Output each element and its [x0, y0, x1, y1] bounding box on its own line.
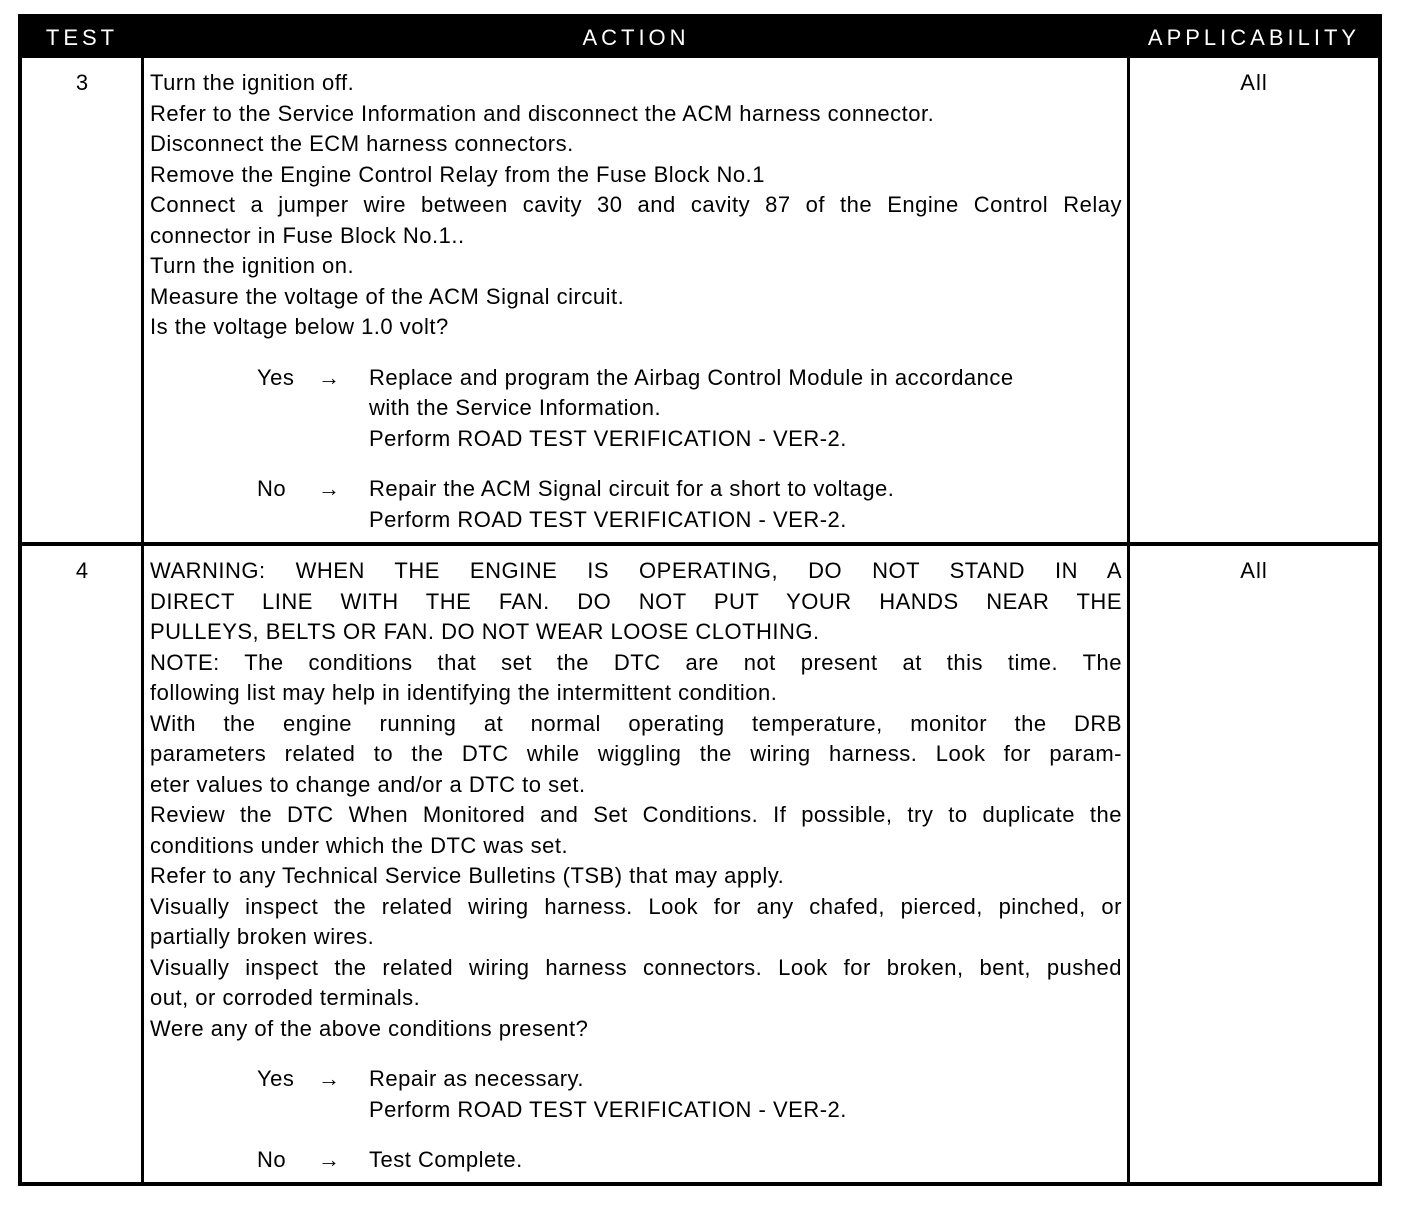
no-response	[150, 1145, 1122, 1176]
response-line: Test Complete.	[369, 1147, 523, 1172]
yes-label: Yes	[257, 364, 295, 390]
response-line: Repair as necessary.	[369, 1066, 585, 1091]
action-line: connector in Fuse Block No.1..	[150, 222, 465, 248]
action-line: With the engine running at normal operating temperature, monitor the DRB	[150, 710, 1122, 736]
no-label: No	[257, 476, 287, 501]
yes-response	[150, 1064, 1122, 1095]
arrow-icon: →	[318, 476, 341, 501]
action-line: parameters related to the DTC while wiggling the wiring harness. Look for param-	[150, 741, 1122, 766]
no-response	[150, 474, 1122, 505]
action-line: Measure the voltage of the ACM Signal circuit.	[150, 283, 625, 309]
arrow-icon: →	[318, 1066, 341, 1091]
action-line: Connect a jumper wire between cavity 30 and cavity 87 of the Engine Control Relay	[150, 192, 1122, 217]
row-divider	[22, 542, 1378, 546]
action-cell	[150, 556, 1122, 1176]
action-line: partially broken wires.	[150, 924, 375, 949]
applicability-value: All	[1240, 558, 1268, 583]
test-number: 4	[75, 558, 89, 583]
action-line: DIRECT LINE WITH THE FAN. DO NOT PUT YOUR HANDS NEAR THE	[150, 588, 1122, 614]
response-line: Perform ROAD TEST VERIFICATION - VER-2.	[369, 506, 847, 532]
arrow-icon: →	[318, 1147, 341, 1172]
table-header	[22, 18, 1378, 58]
yes-response	[150, 363, 1122, 394]
yes-label: Yes	[257, 1066, 295, 1091]
response-line: Perform ROAD TEST VERIFICATION - VER-2.	[369, 425, 847, 451]
response-line: Perform ROAD TEST VERIFICATION - VER-2.	[369, 1096, 847, 1122]
action-line: following list may help in identifying the intermittent condition.	[150, 680, 778, 705]
diagnostic-table	[18, 14, 1382, 1186]
action-line: NOTE: The conditions that set the DTC are not present at this time. The	[150, 649, 1122, 675]
divider-test-action	[141, 58, 144, 1182]
action-line: Visually inspect the related wiring harness. Look for any chafed, pierced, pinched, or	[150, 893, 1122, 919]
action-cell	[150, 68, 1122, 535]
action-line: Is the voltage below 1.0 volt?	[150, 314, 449, 339]
action-line: Remove the Engine Control Relay from the Fuse Block No.1	[150, 161, 765, 187]
action-line: Visually inspect the related wiring harness connectors. Look for broken, bent, pushed	[150, 954, 1122, 980]
action-line: eter values to change and/or a DTC to set.	[150, 771, 586, 797]
action-line: Review the DTC When Monitored and Set Conditions. If possible, try to duplicate the	[150, 802, 1122, 827]
action-line: PULLEYS, BELTS OR FAN. DO NOT WEAR LOOSE CLOTHING.	[150, 619, 820, 644]
action-line: conditions under which the DTC was set.	[150, 832, 569, 858]
response-line: Repair the ACM Signal circuit for a short to voltage.	[369, 476, 895, 501]
arrow-icon: →	[318, 364, 341, 390]
test-number: 3	[75, 70, 89, 95]
action-line: Turn the ignition off.	[150, 70, 355, 95]
action-line: Turn the ignition on.	[150, 253, 355, 278]
response-line: with the Service Information.	[369, 395, 662, 420]
action-line: WARNING: WHEN THE ENGINE IS OPERATING, DO NOT STAND IN A	[150, 558, 1122, 583]
action-line: out, or corroded terminals.	[150, 985, 421, 1010]
header-applicability: APPLICABILITY	[1147, 25, 1361, 50]
header-test: TEST	[45, 25, 119, 50]
action-line: Refer to the Service Information and disconnect the ACM harness connector.	[150, 100, 935, 126]
applicability-value: All	[1240, 70, 1268, 95]
action-line: Refer to any Technical Service Bulletins (TSB) that may apply.	[150, 863, 785, 888]
header-action: ACTION	[582, 25, 690, 50]
action-line: Disconnect the ECM harness connectors.	[150, 131, 574, 156]
no-label: No	[257, 1147, 287, 1172]
action-line: Were any of the above conditions present?	[150, 1015, 589, 1041]
response-line: Replace and program the Airbag Control Module in accordance	[369, 364, 1014, 390]
divider-action-applicability	[1127, 58, 1130, 1182]
